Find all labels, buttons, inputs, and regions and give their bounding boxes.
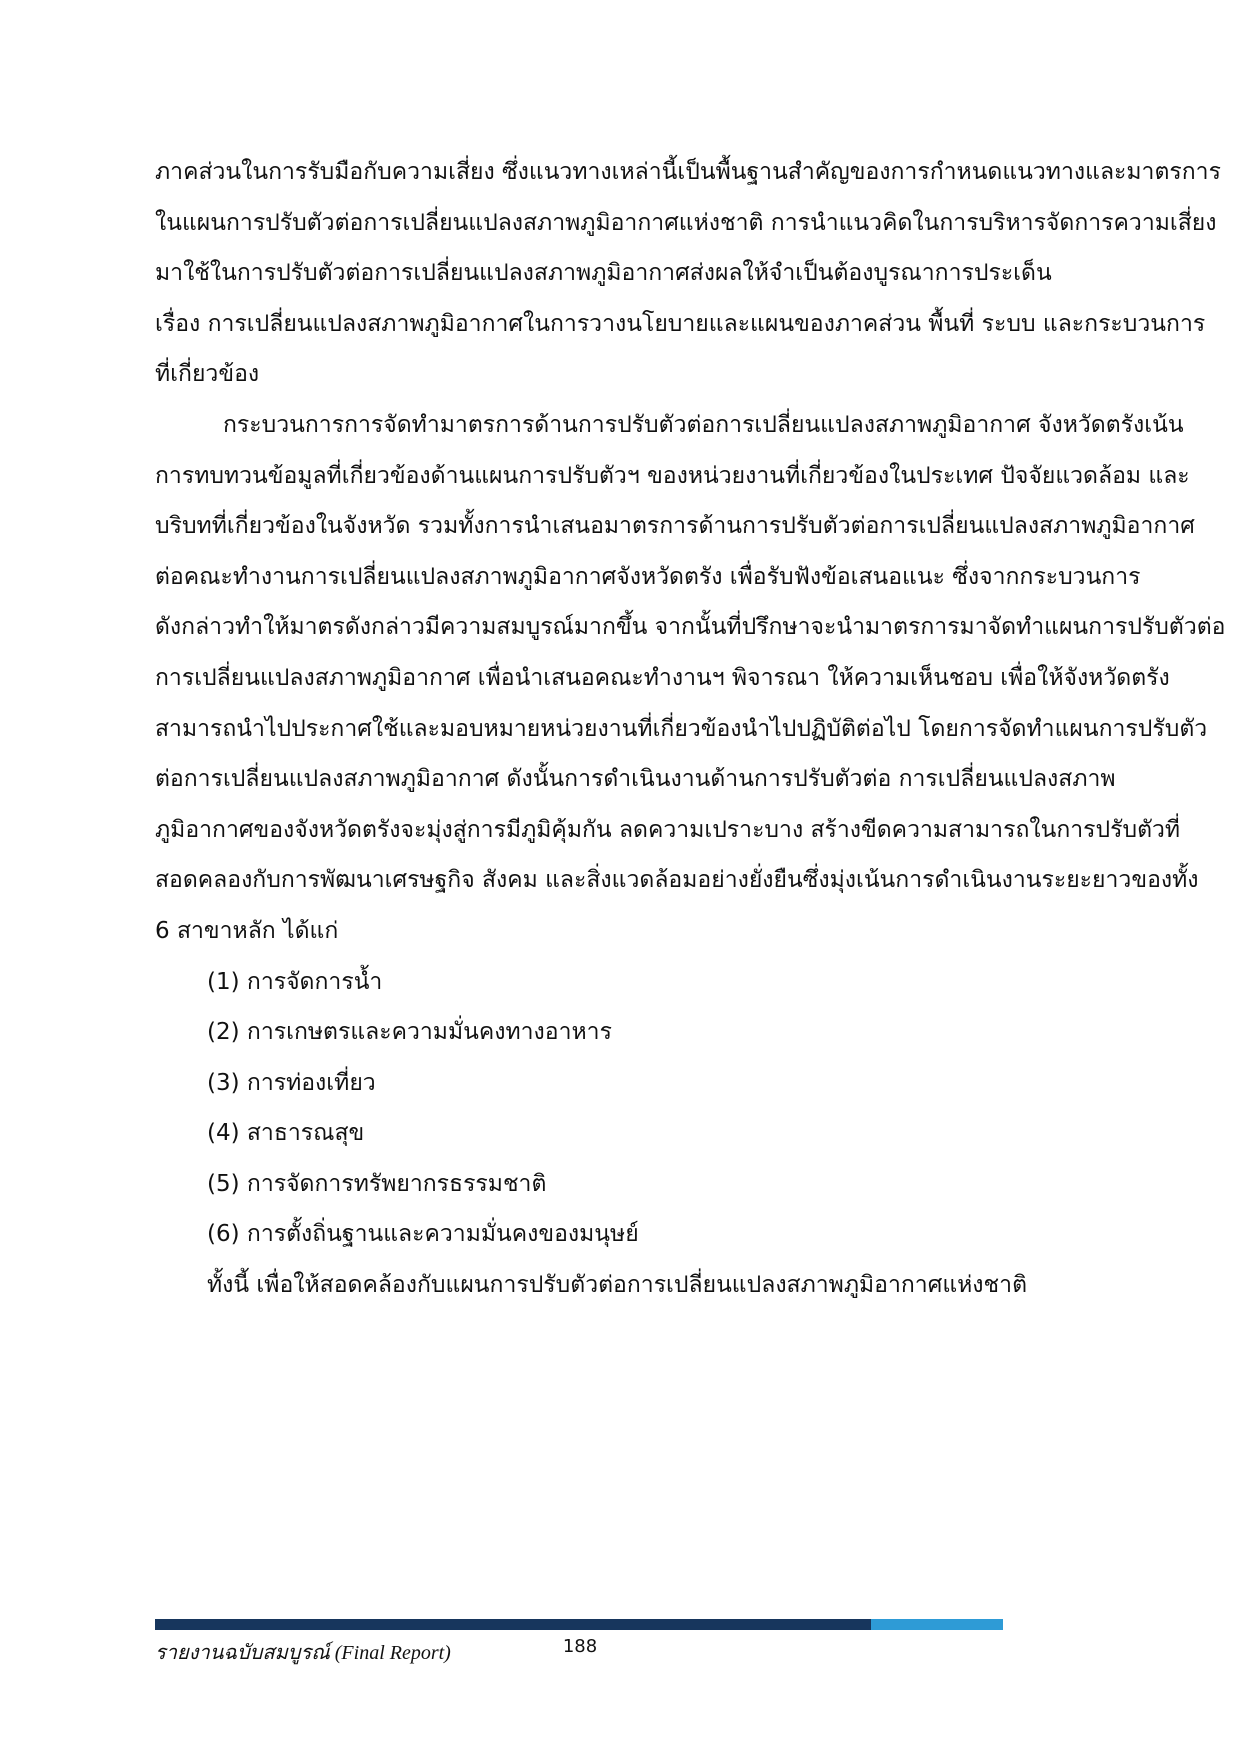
paragraph-2-line: ต่อคณะทำงานการเปลี่ยนแปลงสภาพภูมิอากาศจังหวัดตรัง เพื่อรับฟังข้อเสนอแนะ ซึ่งจากกระบวนการ bbox=[155, 563, 1141, 590]
paragraph-2-line: ดังกล่าวทำให้มาตรดังกล่าวมีความสมบูรณ์มากขึ้น จากนั้นที่ปรึกษาจะนำมาตรการมาจัดทำแผนการปรับตัวต่อ bbox=[155, 614, 1226, 641]
footer-divider-bar bbox=[155, 1619, 1003, 1630]
paragraph-1-line: ที่เกี่ยวข้อง bbox=[155, 361, 260, 388]
footer-report-label: รายงานฉบับสมบูรณ์ (Final Report) bbox=[155, 1642, 451, 1664]
list-item: (2) การเกษตรและความมั่นคงทางอาหาร bbox=[207, 1019, 612, 1046]
list-item: (1) การจัดการน้ำ bbox=[207, 968, 383, 995]
paragraph-2-line: กระบวนการการจัดทำมาตรการด้านการปรับตัวต่อการเปลี่ยนแปลงสภาพภูมิอากาศ จังหวัดตรังเน้น bbox=[223, 411, 1184, 438]
paragraph-2 bbox=[155, 400, 1226, 957]
list-item: (5) การจัดการทรัพยากรธรรมชาติ bbox=[207, 1170, 547, 1197]
paragraph-2-line: บริบทที่เกี่ยวข้องในจังหวัด รวมทั้งการนำเสนอมาตรการด้านการปรับตัวต่อการเปลี่ยนแปลงสภาพภูมิอากาศ bbox=[155, 513, 1195, 540]
paragraph-1-line: มาใช้ในการปรับตัวต่อการเปลี่ยนแปลงสภาพภูมิอากาศส่งผลให้จำเป็นต้องบูรณาการประเด็น bbox=[155, 260, 1052, 287]
list-item: (6) การตั้งถิ่นฐานและความมั่นคงของมนุษย์ bbox=[207, 1221, 639, 1248]
paragraph-1-line: ภาคส่วนในการรับมือกับความเสี่ยง ซึ่งแนวทางเหล่านี้เป็นพื้นฐานสำคัญของการกำหนดแนวทางและมาตรการ bbox=[155, 159, 1221, 185]
footer-bar-light-segment bbox=[871, 1619, 1003, 1630]
paragraph-2-line: สอดคลองกับการพัฒนาเศรษฐกิจ สังคม และสิ่งแวดล้อมอย่างยั่งยืนซึ่งมุ่งเน้นการดำเนินงานระยะยาวของทั้ง bbox=[155, 867, 1199, 894]
paragraph-1-line: ในแผนการปรับตัวต่อการเปลี่ยนแปลงสภาพภูมิอากาศแห่งชาติ การนำแนวคิดในการบริหารจัดการความเสี่ยง bbox=[155, 209, 1217, 236]
page-footer bbox=[155, 1636, 1005, 1664]
paragraph-2-line: การทบทวนข้อมูลที่เกี่ยวข้องด้านแผนการปรับตัวฯ ของหน่วยงานที่เกี่ยวข้องในประเทศ ปัจจัยแวดล้อม และ bbox=[155, 462, 1190, 489]
page-body bbox=[155, 147, 1226, 1311]
list-item: (3) การท่องเที่ยว bbox=[207, 1069, 376, 1096]
paragraph-1 bbox=[155, 147, 1221, 400]
sector-list bbox=[155, 957, 1007, 1261]
list-item: (4) สาธารณสุข bbox=[207, 1120, 365, 1147]
footer-page-number: 188 bbox=[562, 1636, 598, 1657]
footer-bar-dark-segment bbox=[155, 1619, 871, 1630]
closing-line: ทั้งนี้ เพื่อให้สอดคล้องกับแผนการปรับตัวต่อการเปลี่ยนแปลงสภาพภูมิอากาศแห่งชาติ bbox=[207, 1272, 1028, 1299]
paragraph-2-line: การเปลี่ยนแปลงสภาพภูมิอากาศ เพื่อนำเสนอคณะทำงานฯ พิจารณา ให้ความเห็นชอบ เพื่อให้จังหวัดตรัง bbox=[155, 664, 1170, 691]
paragraph-2-line: สามารถนำไปประกาศใช้และมอบหมายหน่วยงานที่เกี่ยวข้องนำไปปฏิบัติต่อไป โดยการจัดทำแผนการปรับตัว bbox=[155, 715, 1208, 742]
paragraph-2-line: ภูมิอากาศของจังหวัดตรังจะมุ่งสู่การมีภูมิคุ้มกัน ลดความเปราะบาง สร้างขีดความสามารถในการปรับตัวที่ bbox=[155, 816, 1181, 843]
paragraph-2-line: 6 สาขาหลัก ได้แก่ bbox=[155, 917, 339, 944]
paragraph-2-line: ต่อการเปลี่ยนแปลงสภาพภูมิอากาศ ดังนั้นการดำเนินงานด้านการปรับตัวต่อ การเปลี่ยนแปลงสภาพ bbox=[155, 766, 1116, 793]
paragraph-1-line: เรื่อง การเปลี่ยนแปลงสภาพภูมิอากาศในการวางนโยบายและแผนของภาคส่วน พื้นที่ ระบบ และกระบวนการ bbox=[155, 310, 1206, 337]
